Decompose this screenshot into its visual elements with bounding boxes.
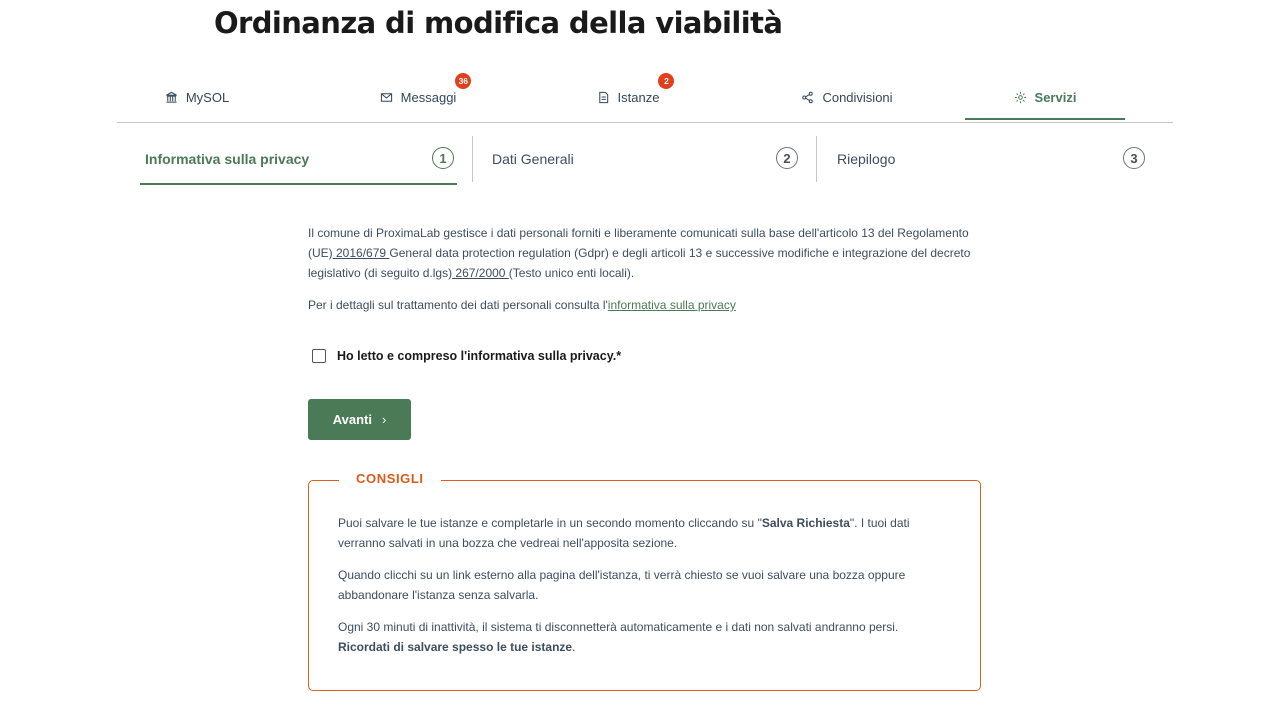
istanze-count-badge: 2: [658, 73, 674, 89]
tab-label: Condivisioni: [822, 89, 893, 105]
document-icon: [597, 91, 610, 104]
tip-text: Ogni 30 minuti di inattività, il sistema ti disconnetterà automaticamente e i dati non salvati andranno persi.: [338, 620, 899, 634]
bank-icon: [165, 91, 178, 104]
step-label: Riepilogo: [837, 151, 896, 167]
privacy-notice: [308, 223, 978, 327]
tips-box: [308, 471, 981, 691]
step-dati-generali[interactable]: [487, 136, 803, 183]
step-riepilogo[interactable]: [832, 136, 1150, 183]
tab-mysol[interactable]: [117, 76, 277, 118]
privacy-policy-link[interactable]: informativa sulla privacy: [607, 298, 736, 312]
privacy-consent-checkbox[interactable]: [312, 349, 326, 363]
step-label: Dati Generali: [492, 151, 574, 167]
privacy-details-paragraph: [308, 295, 978, 315]
step-number: 1: [432, 147, 454, 169]
next-button[interactable]: [308, 399, 411, 440]
messages-count-badge: 36: [455, 73, 471, 89]
tab-label: MySOL: [185, 89, 230, 105]
tab-istanze[interactable]: [548, 76, 708, 118]
share-icon: [801, 91, 814, 104]
privacy-paragraph: [308, 223, 978, 283]
envelope-icon: [380, 91, 393, 104]
decree-link[interactable]: 267/2000: [452, 266, 509, 280]
step-label: Informativa sulla privacy: [145, 151, 310, 167]
main-nav-tabs: [117, 76, 1173, 123]
step-divider: [816, 136, 817, 182]
tab-label: Messaggi: [400, 89, 457, 105]
tab-label: Istanze: [617, 89, 660, 105]
wizard-steps: [140, 136, 1150, 184]
page-title: Ordinanza di modifica della viabilità: [214, 6, 783, 40]
privacy-text: Per i dettagli sul trattamento dei dati personali consulta l': [308, 298, 608, 312]
tip-text: .: [572, 640, 576, 654]
tip-text: ". I tuoi dati verranno salvati in una bozza che vedreai nell'apposita sezione.: [338, 516, 910, 550]
step-divider: [472, 136, 473, 182]
step-number: 3: [1123, 147, 1145, 169]
tip-bold-text: Ricordati di salvare spesso le tue istanze: [338, 640, 573, 654]
step-informativa-privacy[interactable]: [140, 136, 457, 185]
privacy-consent-label[interactable]: Ho letto e compreso l'informativa sulla privacy.*: [337, 349, 622, 363]
regulation-link[interactable]: 2016/679: [332, 246, 390, 260]
step-number: 2: [776, 147, 798, 169]
tab-label: Servizi: [1034, 89, 1077, 105]
tips-title: CONSIGLI: [339, 471, 441, 486]
tips-body: [338, 513, 958, 669]
tab-servizi[interactable]: [965, 76, 1125, 120]
tip-paragraph: [338, 513, 958, 553]
privacy-consent-row: [312, 349, 621, 363]
privacy-text: Il comune di ProximaLab gestisce i dati personali forniti e liberamente comunicati sulla base dell'articolo 13 del Regolamento (UE): [308, 226, 969, 260]
next-button-label: Avanti: [332, 412, 372, 427]
tab-messaggi[interactable]: [338, 76, 498, 118]
tip-paragraph: [338, 617, 958, 657]
tip-text: Puoi salvare le tue istanze e completarle in un secondo momento cliccando su ": [338, 516, 762, 530]
privacy-text: General data protection regulation (Gdpr) e degli articoli 13 e successive modifiche e integrazione del decreto legislativo (di seguito d.lgs): [308, 246, 971, 280]
gear-icon: [1014, 91, 1027, 104]
chevron-right-icon: ›: [381, 412, 387, 427]
tab-condivisioni[interactable]: [767, 76, 927, 118]
tip-paragraph: Quando clicchi su un link esterno alla pagina dell'istanza, ti verrà chiesto se vuoi salvare una bozza oppure abbandonare l'istanza senza salvarla.: [338, 568, 906, 602]
privacy-text: (Testo unico enti locali).: [508, 266, 635, 280]
tip-bold-text: Salva Richiesta: [761, 516, 850, 530]
